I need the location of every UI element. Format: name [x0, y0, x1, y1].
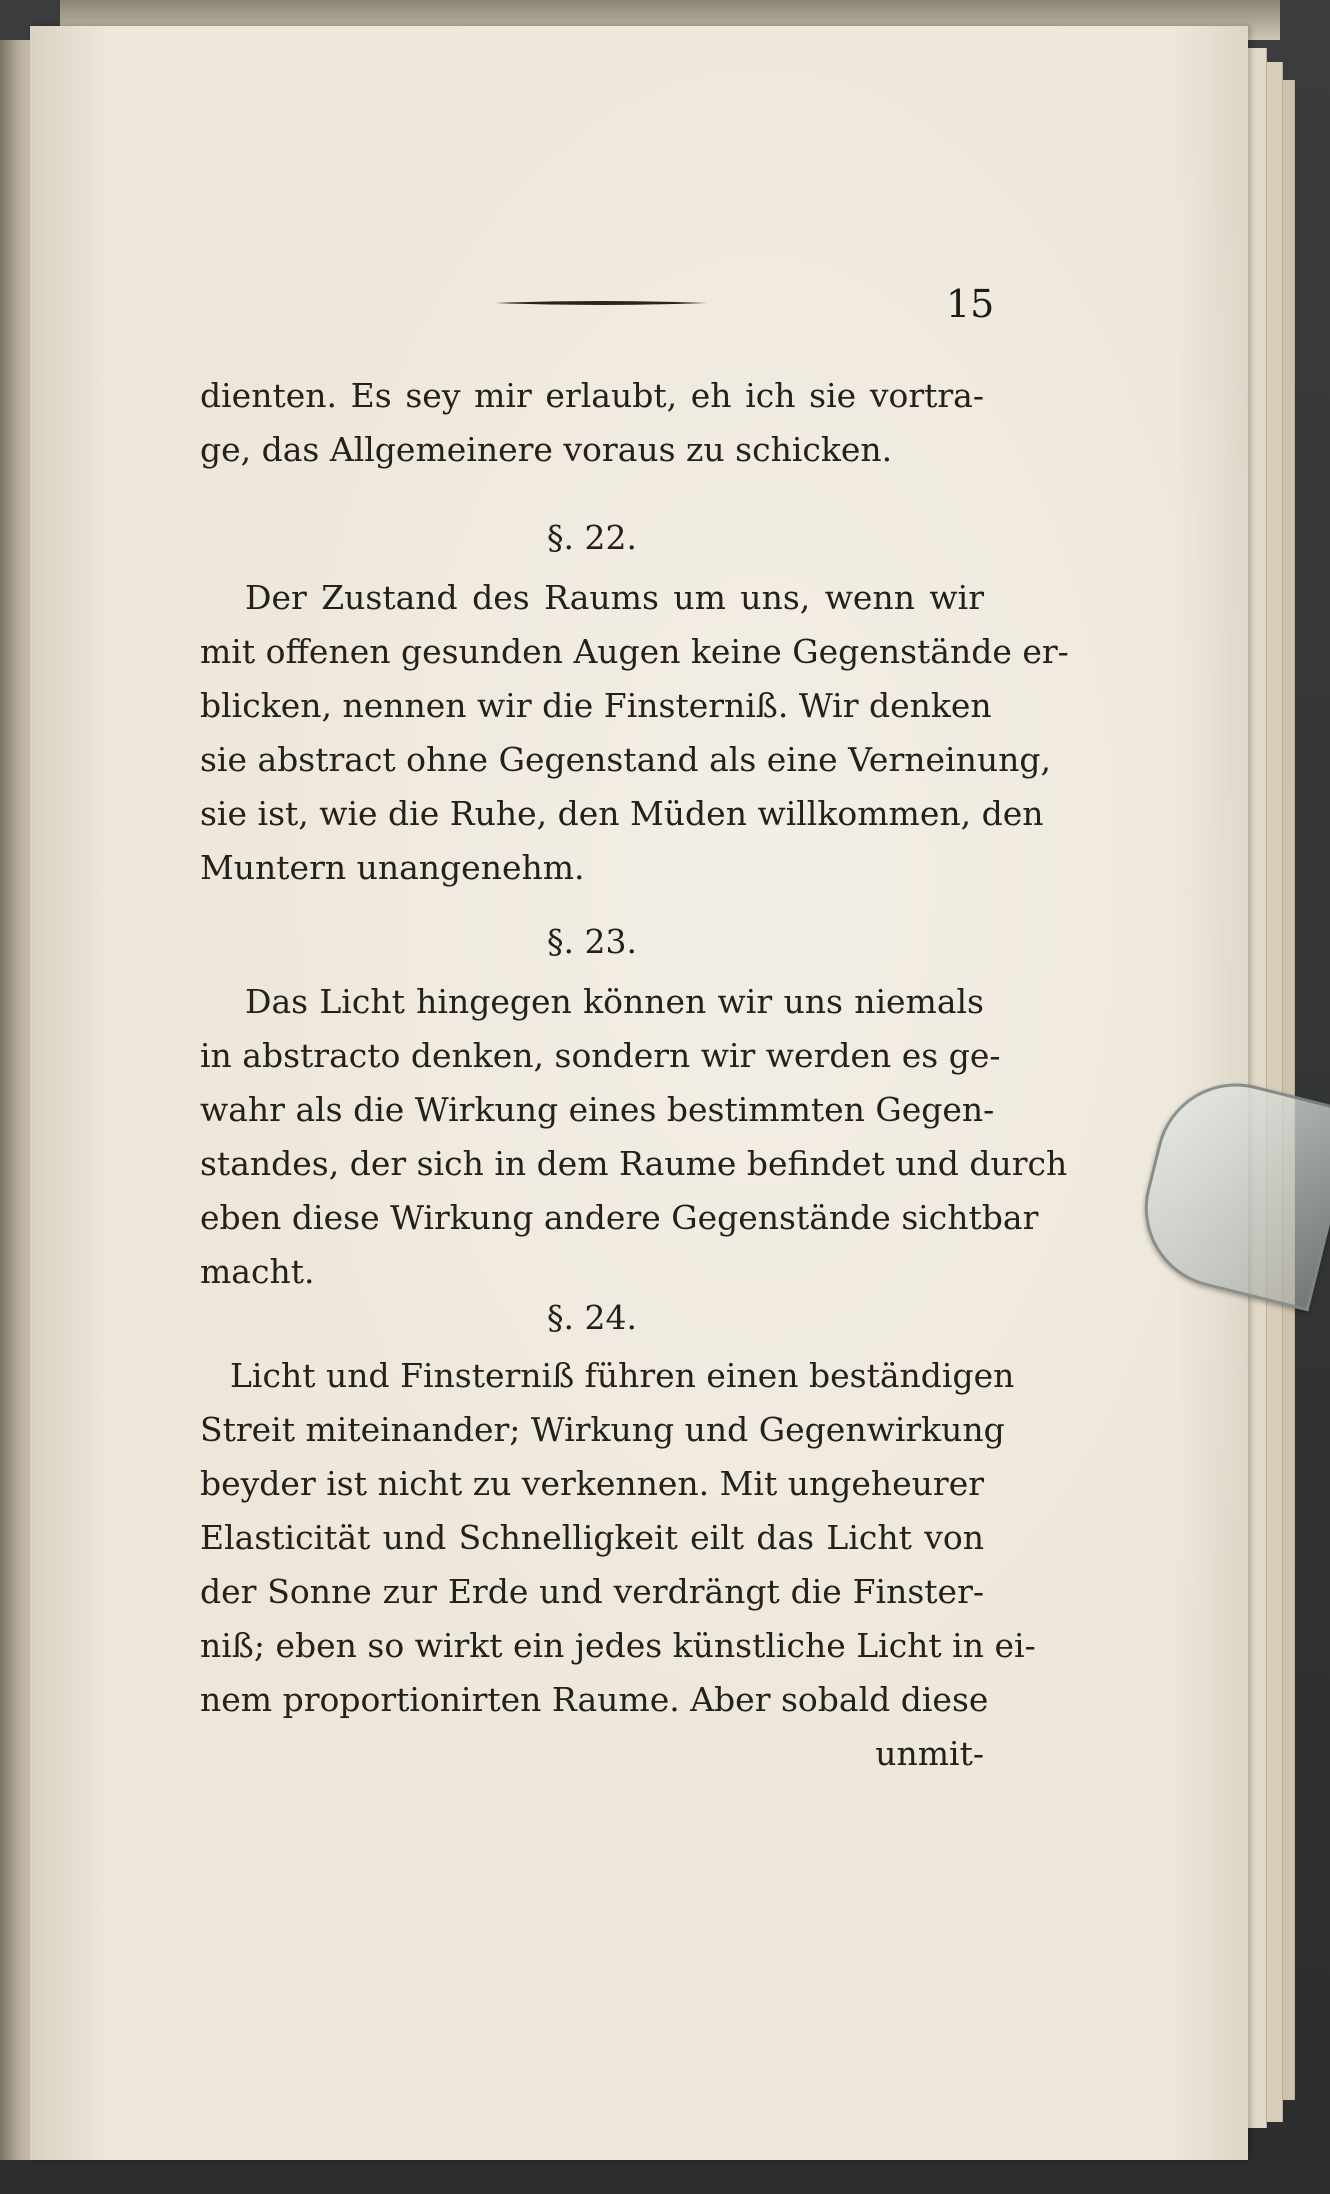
text-line: sie abstract ohne Gegenstand als eine Verneinung,	[200, 740, 1051, 779]
text-line: mit offenen gesunden Augen keine Gegenstände er-	[200, 632, 1069, 671]
text-line: sie ist, wie die Ruhe, den Müden willkommen, den	[200, 794, 1044, 833]
text-line: nem proportionirten Raume. Aber sobald diese	[200, 1680, 989, 1719]
header-rule	[495, 300, 707, 306]
text-line: eben diese Wirkung andere Gegenstände sichtbar	[200, 1198, 1039, 1237]
text-line: dienten. Es sey mir erlaubt, eh ich sie vortra-	[200, 376, 984, 415]
section-heading: §. 24.	[547, 1298, 637, 1337]
text-line: ge, das Allgemeinere voraus zu schicken.	[200, 430, 893, 469]
text-line: niß; eben so wirkt ein jedes künstliche Licht in ei-	[200, 1626, 1036, 1665]
text-line: blicken, nennen wir die Finsterniß. Wir denken	[200, 686, 992, 725]
section-heading: §. 22.	[547, 518, 637, 557]
section-heading: §. 23.	[547, 922, 637, 961]
text-line: beyder ist nicht zu verkennen. Mit ungeheurer	[200, 1464, 984, 1503]
text-line: Streit miteinander; Wirkung und Gegenwirkung	[200, 1410, 1005, 1449]
book-page	[30, 26, 1248, 2160]
text-line: Licht und Finsterniß führen einen beständigen	[230, 1356, 1015, 1395]
text-line: Der Zustand des Raums um uns, wenn wir	[245, 578, 984, 617]
text-line: Das Licht hingegen können wir uns niemals	[245, 982, 984, 1021]
text-line: Muntern unangenehm.	[200, 848, 585, 887]
text-line: wahr als die Wirkung eines bestimmten Gegen-	[200, 1090, 995, 1129]
text-line: der Sonne zur Erde und verdrängt die Finster-	[200, 1572, 984, 1611]
catchword: unmit-	[875, 1734, 984, 1773]
text-line: in abstracto denken, sondern wir werden es ge-	[200, 1036, 1001, 1075]
page-number: 15	[946, 282, 995, 326]
text-line: Elasticität und Schnelligkeit eilt das Licht von	[200, 1518, 984, 1557]
text-line: standes, der sich in dem Raume befindet und durch	[200, 1144, 1068, 1183]
text-line: macht.	[200, 1252, 315, 1291]
